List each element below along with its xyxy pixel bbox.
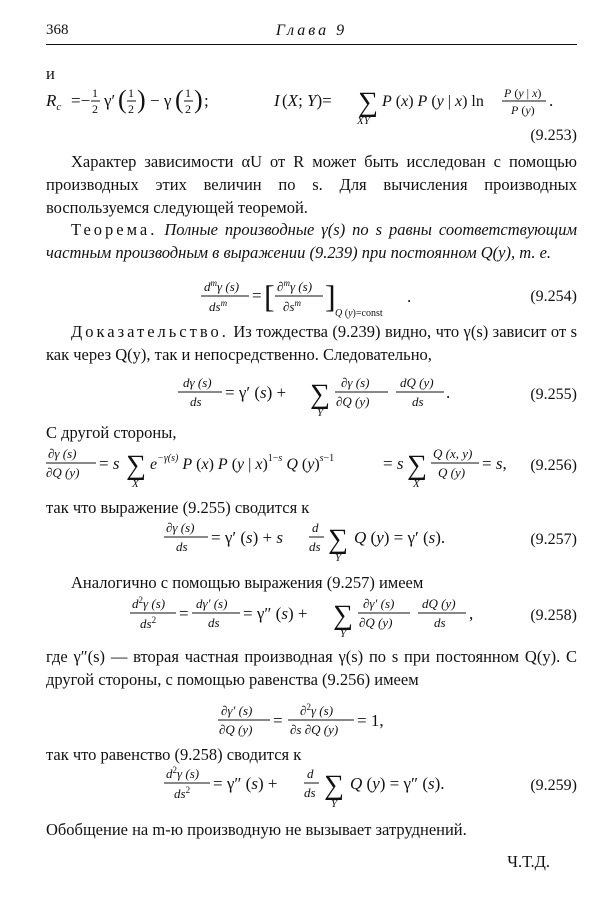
svg-text:γ′: γ′ [104,91,116,110]
svg-text:(: ( [175,85,184,114]
svg-text:Q (y) = γ″ (s).: Q (y) = γ″ (s). [350,774,445,793]
svg-text:∂Q (y): ∂Q (y) [219,722,253,737]
svg-text:.: . [407,287,412,306]
svg-text:− γ: − γ [150,91,172,110]
svg-text:Y: Y [340,628,347,640]
equation-9-255 [46,372,577,419]
paragraph-analog: Аналогично с помощью выражения (9.257) имеем [71,573,424,592]
svg-text:Y: Y [335,552,342,564]
svg-text:(: ( [118,85,127,114]
svg-text:dγ′ (s): dγ′ (s) [196,596,228,611]
svg-text:= γ′ (s) +: = γ′ (s) + [225,383,287,402]
svg-text:e−γ(s) P (x) P (y | x)1−s Q (y: $e^{-\gamma(s)}$ P (x) P (y | x)$^{1-}$s Q $(y)^s-1$ [150,453,335,473]
paragraph-reduces-1: так что выражение (9.255) сводится к [46,498,310,517]
svg-text:∑: ∑ [126,450,146,481]
svg-text:∑: ∑ [333,600,353,631]
svg-text:Q (x, y): Q (x, y) [433,446,473,461]
paragraph-generalization: Обобщение на m-ю производную не вызывает затруднений. [46,820,467,839]
svg-text:∑: ∑ [324,770,344,801]
intro-word: и [46,64,55,83]
svg-text:.: . [446,383,451,402]
svg-text:∂s ∂Q (y): ∂s ∂Q (y) [290,722,339,737]
qed-mark: Ч.Т.Д. [507,852,550,871]
theorem-label: Теорема. [71,220,158,239]
svg-text:XY: XY [357,115,370,127]
equation-number: (9.255) [530,386,577,403]
equation-number: (9.256) [530,457,577,474]
svg-text:1: 1 [128,86,134,100]
svg-text:= s: = s [383,454,404,473]
svg-text:ds: ds [304,785,316,800]
svg-text:X: X [132,478,139,490]
svg-text:Q (y) = γ′ (s).: Q (y) = γ′ (s). [354,528,446,547]
svg-text:dγ (s): dγ (s) [183,375,212,390]
svg-text:ds: ds [208,615,220,630]
svg-text:X: X [413,478,420,490]
svg-text:= γ″ (s) +: = γ″ (s) + [243,604,308,623]
theorem-paragraph [46,218,577,264]
proof-paragraph [46,320,577,366]
svg-text:∑: ∑ [310,379,330,410]
svg-text:d: d [312,520,319,535]
svg-text:ds: ds [434,615,446,630]
svg-text:2: 2 [92,102,98,116]
svg-text:=: = [252,286,262,305]
svg-text:dQ (y): dQ (y) [400,375,434,390]
svg-text:∂Q (y): ∂Q (y) [359,615,393,630]
svg-text:= γ′ (s) + s: = γ′ (s) + s [211,528,283,547]
svg-text:dsm: $ds^m$ [209,298,228,314]
page-number: 368 [46,22,69,38]
svg-text:): ) [137,85,146,114]
svg-text:Rc: $R_c$ [46,91,62,113]
svg-text:∂γ (s): ∂γ (s) [166,520,195,535]
equation-number: (9.258) [530,607,577,624]
svg-text:∂γ (s): ∂γ (s) [341,375,370,390]
svg-text:.: . [549,91,554,110]
svg-text:∂γ′ (s): ∂γ′ (s) [221,703,253,718]
svg-text:): ) [194,85,203,114]
svg-text:ds: ds [190,394,202,409]
equation-9-256 [46,443,577,490]
svg-text:= s: = s [99,454,120,473]
running-header [46,22,577,45]
svg-text:d: d [307,766,314,781]
theorem-statement: Полные производные γ(s) по s равны соответствующим частным производным в выражении (9.239) при постоянном Q(y), т. е. [46,220,578,262]
svg-text:,: , [469,604,474,623]
svg-text:∂mγ (s): ∂$^m$γ (s) [277,278,313,294]
equation-9-259 [46,763,577,810]
svg-text:Y: Y [331,798,338,810]
svg-text:∂γ (s): ∂γ (s) [48,446,77,461]
svg-text:(X; Y)=: (X; Y)= [282,91,332,110]
svg-text:Q (y): Q (y) [438,465,466,480]
svg-text:∂2γ (s): ∂$^2$γ (s) [300,702,334,718]
svg-text:ds: ds [309,539,321,554]
equation-number: (9.254) [530,288,577,305]
svg-text:d2γ (s): $d^2\gamma$ (s) [166,765,200,781]
svg-text:= s,: = s, [482,454,507,473]
svg-text:Q (y)=const: Q (y)=const [335,308,383,319]
equation-9-254 [46,276,577,320]
svg-text:ds: ds [176,539,188,554]
proof-label: Доказательство. [71,322,229,341]
svg-text:∂Q (y): ∂Q (y) [336,394,370,409]
equation-9-258 [46,593,577,640]
svg-text:ds2: $ds^2$ [140,615,157,631]
svg-text:ds2: $ds^2$ [174,785,191,801]
equation-unnumbered [46,700,577,744]
paragraph-reduces-2: так что равенство (9.258) сводится к [46,745,302,764]
svg-text:dmγ (s): $d^m\gamma$ (s) [204,278,240,294]
svg-text:1: 1 [185,86,191,100]
svg-text:∑: ∑ [358,87,378,118]
chapter-title: Глава 9 [275,22,348,39]
paragraph-dependence: Характер зависимости αU от R может быть исследован с помощью производных этих величин по s. Для вычисления производных воспользуемся следующей теоремой. [46,152,577,217]
svg-text:∂γ′ (s): ∂γ′ (s) [363,596,395,611]
svg-text:I: I [274,91,280,110]
equation-number: (9.259) [530,777,577,794]
svg-text:dQ (y): dQ (y) [422,596,456,611]
equation-9-253 [46,80,577,142]
svg-text:= 1,: = 1, [357,711,384,730]
svg-text:;: ; [204,91,209,110]
svg-text:=−: =− [71,91,91,110]
svg-text:2: 2 [128,102,134,116]
svg-text:=: = [273,711,283,730]
svg-text:∂sm: $\partial s^m$ [283,298,301,314]
svg-text:[: [ [264,278,275,314]
svg-text:2: 2 [185,102,191,116]
equation-9-257 [46,517,577,564]
svg-text:P (x) P (y | x) ln: P (x) P (y | x) ln [382,93,484,110]
svg-text:= γ″ (s) +: = γ″ (s) + [213,774,278,793]
svg-text:Y: Y [317,407,324,419]
svg-text:∂Q (y): ∂Q (y) [46,465,80,480]
svg-text:P (y | x): P (y | x) [504,86,542,100]
svg-text:∑: ∑ [407,450,427,481]
svg-text:1: 1 [92,86,98,100]
equation-number: (9.257) [530,531,577,548]
paragraph-where [46,645,577,691]
svg-text:P (y): P (y) [511,103,535,117]
paragraph-where-text: где γ″(s) — вторая частная производная γ(s) по s при постоянном Q(y). С другой стороны, с помощью равенства (9.256) имеем [46,647,577,689]
svg-text:ds: ds [412,394,424,409]
paragraph-other-side: С другой стороны, [46,423,177,442]
svg-text:]: ] [325,278,336,314]
proof-text: Из тождества (9.239) видно, что γ(s) зависит от s как через Q(y), так и непосредственно. Следовательно, [46,322,578,364]
svg-text:=: = [179,604,189,623]
equation-number: (9.253) [530,127,577,144]
svg-text:∑: ∑ [328,524,348,555]
svg-text:d2γ (s): $d^2\gamma$ (s) [132,595,166,611]
